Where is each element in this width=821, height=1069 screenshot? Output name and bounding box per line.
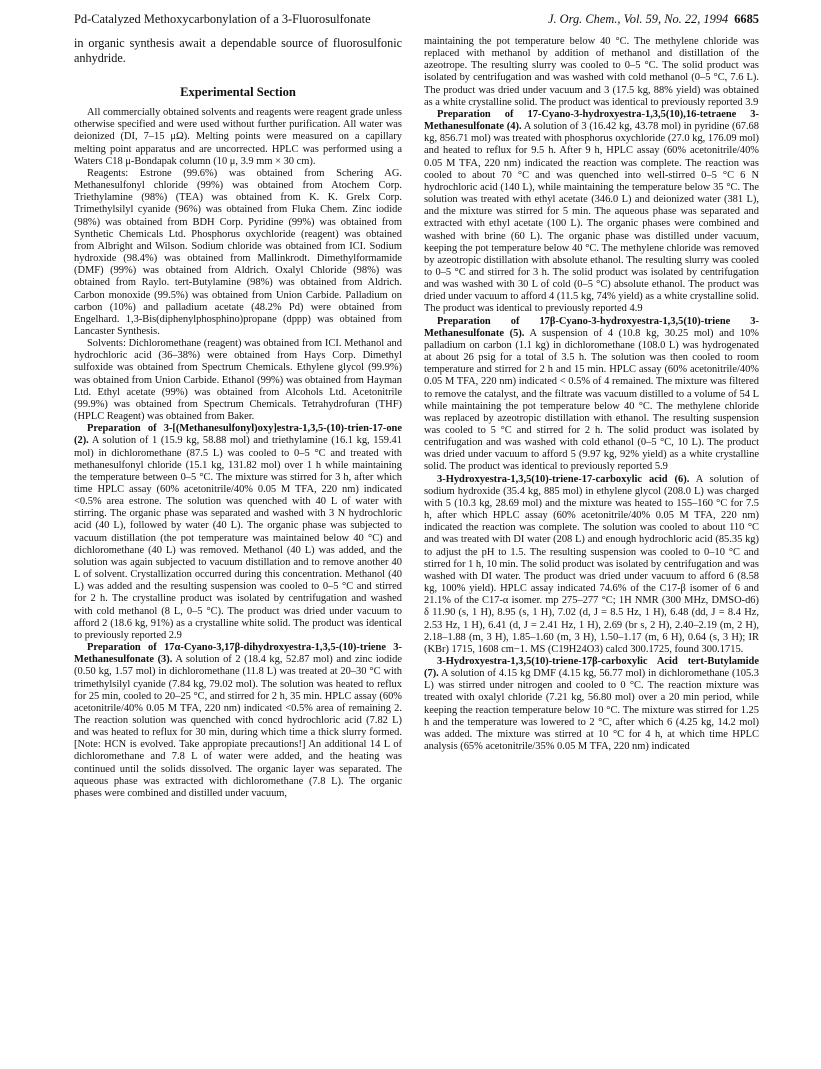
- subheading-prep-5: Preparation of 17β-Cyano-3-hydroxyestra-1,3,5(10)-triene 3-Methanesulfonate (5).: [424, 315, 759, 339]
- paragraph-prep-4: [424, 109, 759, 316]
- paragraph-prep-6: [424, 474, 759, 656]
- body-prep-7: A solution of 4.15 kg DMF (4.15 kg, 56.77 mol) in dichloromethane (105.3 L) was stirred under nitrogen and cooled to 0 °C. The reaction mixture was treated with oxalyl chloride (7.21 kg, 56.80 mol) over a 20 min period, while keeping the reaction temperature below 10 °C. The mixture was stirred for 1.25 h and the temperature was lowered to 2 °C, after which 6 (4.25 kg, 14.2 mol) was added. The mixture was stirred at 10 °C for 4 h, at which time HPLC analysis (65% acetonitrile/35% 0.05 M TFA, 220 nm) indicated: [424, 668, 759, 753]
- subheading-prep-6: 3-Hydroxyestra-1,3,5(10)-triene-17-carboxylic acid (6).: [437, 473, 690, 485]
- journal-citation: [548, 12, 759, 27]
- paragraph-prep-3: [74, 642, 402, 800]
- subheading-prep-7: 3-Hydroxyestra-1,3,5(10)-triene-17β-carboxylic Acid tert-Butylamide (7).: [424, 655, 759, 680]
- body-prep-5: A suspension of 4 (10.8 kg, 30.25 mol) and 10% palladium on carbon (1.1 kg) in dichloromethane (108.0 L) was hydrogenated at about 26 psig for a total of 3.5 h. The solution was then cooled to room temperature and stirred for 2 h and 15 min. HPLC assay (60% acetonitrile/40% 0.05 M TFA, 220 nm) indicated < 0.5% of 4 remained. The mixture was filtered to remove the catalyst, and the filtrate was vacuum distilled to a volume of 54 L while maintaining the pot temperature below 40 °C. The methylene chloride was replaced by azeotropic distillation with ethanol. The resulting suspension was cooled to 5 °C and stirred for 2 h. The solid product was isolated by centrifugation and was washed with cold ethanol (0–5 °C, 10 L). The product was dried under vacuum to afford 5 (9.97 kg, 92% yield) as a white crystalline solid. The product was identical to previously reported 5.9: [424, 327, 759, 473]
- subheading-prep-4: Preparation of 17-Cyano-3-hydroxyestra-1,3,5(10),16-tetraene 3-Methanesulfonate (4).: [424, 108, 759, 133]
- lead-paragraph: in organic synthesis await a dependable source of fluorosulfonic anhydride.: [74, 36, 402, 65]
- paragraph-general: All commercially obtained solvents and reagents were reagent grade unless otherwise specified and were used without further purification. All water was deionized (DI, 7–15 μΩ). Melting points were measured on a capillary melting point apparatus and are uncorrected. HPLC was performed using a Waters C18 μ-Bondapak column (10 μ, 3.9 mm × 30 cm).: [74, 107, 402, 167]
- body-prep-4: A solution of 3 (16.42 kg, 43.78 mol) in pyridine (67.68 kg, 856.71 mol) was treated with phosphorus oxychloride (27.0 kg, 176.09 mol) and heated to reflux for 9.5 h. After 9 h, HPLC assay (60% acetonitrile/40% 0.05 M TFA, 220 nm) indicated the reaction was complete. The reaction was cooled to about 70 °C and was quenched into well-stirred 0–5 °C 6 N hydrochloric acid (140 L), while maintaining the temperature below 35 °C. The solution was treated with ethyl acetate (346.0 L) and deionized water (381 L), and the mixture was stirred for 5 min. The aqueous phase was separated and extracted with ethyl acetate (100 L). The organic phases were combined and washed with brine (60 L). The organic phase was distilled under vacuum, keeping the pot temperature below 40 °C. The methylene chloride was removed by azeotropic distillation with absolute ethanol. The resulting slurry was cooled to 0–5 °C and stirred for 3 h. The solid product was isolated by centrifugation and was washed with 30 L of cold (0–5 °C) absolute ethanol. The product was dried under vacuum to afford 4 (11.5 kg, 74% yield) as a white crystalline solid. The product was identical to previously reported 4.9: [424, 121, 759, 315]
- journal-reference: J. Org. Chem., Vol. 59, No. 22, 1994: [547, 12, 729, 26]
- running-header: [74, 12, 759, 30]
- body-prep-3: A solution of 2 (18.4 kg, 52.87 mol) and zinc iodide (0.50 kg, 1.57 mol) in dichloromethane (11.8 L) was treated at 20–30 °C with trimethylsilyl cyanide (7.84 kg, 79.02 mol). The solution was heated to reflux for 25 min, cooled to 20–25 °C, and stirred for 2 h, 35 min. HPLC assay (60% acetonitrile/40% 0.05 M TFA, 220 nm) indicated <0.5% area of remaining 2. The reaction solution was quenched with concd hydrochloric acid (7.82 L) and was heated to reflux for 30 min, during which time a thick slurry formed. [Note: HCN is evolved. Take appropiate precautions!] An additional 14 L of dichloromethane and 7.8 L of water were added, and the heating was continued until the solids dissolved. The organic layer was separated. The aqueous phase was extracted with dichloromethane (7.8 L). The organic phases were combined and distilled under vacuum,: [74, 654, 402, 799]
- running-title: Pd-Catalyzed Methoxycarbonylation of a 3-Fluorosulfonate: [74, 12, 371, 26]
- page-number: 6685: [734, 12, 759, 26]
- paragraph-prep-2: [74, 423, 402, 642]
- left-column: [74, 36, 402, 1056]
- body-prep-6: A solution of sodium hydroxide (35.4 kg, 885 mol) in ethylene glycol (208.0 L) was charged with 5 (10.3 kg, 28.69 mol) and the mixture was heated to 155–160 °C for 7.5 h, after which HPLC assay (60% acetonitrile/40% 0.05 M TFA, 220 nm) indicated the reaction was complete. The solution was cooled to about 110 °C and was treated with DI water (208 L) and enough hydrochloric acid (85.35 kg) to adjust the pH to 1.5. The resulting suspension was cooled to 0–10 °C and stirred for 1 h, 10 min. The solid product was isolated by centrifugation and was washed with DI water. The product was dried under vacuum to afford 6 (8.58 kg, 100% yield). HPLC assay indicated 74.6% of the C17-β isomer of 6 and 21.1% of the C17-α isomer. mp 275–277 °C; 1H NMR (300 MHz, DMSO-d6) δ 11.90 (s, 1 H), 8.95 (s, 1 H), 7.02 (d, J = 8.5 Hz, 1 H), 6.48 (dd, J = 8.4 Hz, 2.53 Hz, 1 H), 6.41 (d, J = 2.41 Hz, 1 H), 2.69 (br s, 2 H), 2.40–2.19 (m, 2 H), 2.18–1.88 (m, 3 H), 1.85–1.60 (m, 3 H), 1.50–1.17 (m, 6 H), 0.64 (s, 3 H); IR (KBr) 1715, 1608 cm−1. MS (C19H24O3) calcd 300.1725, found 300.1715.: [424, 473, 759, 655]
- subheading-prep-3: Preparation of 17α-Cyano-3,17β-dihydroxyestra-1,3,5-(10)-triene 3-Methanesulfonate (3).: [74, 642, 402, 666]
- paragraph-prep-7: [424, 656, 759, 753]
- paragraph-reagents: Reagents: Estrone (99.6%) was obtained from Schering AG. Methanesulfonyl chloride (99%) was obtained from Atochem Corp. Triethylamine (98%) (TEA) was obtained from K. K. Grelx Corp. Trimethylsilyl cyanide (96%) was obtained from Fluka Chem. Zinc iodide (98%) was obtained from BDH Corp. Pyridine (99%) was obtained from Synthetic Chemicals Ltd. Phosphorus oxychloride (reagent) was obtained from Albright and Wilson. Sodium chloride was obtained from ICI. Sodium hydroxide (98.4%) was obtained from Mallinkrodt. Dimethylformamide (DMF) (99%) was obtained from Aldrich. Oxalyl Chloride (98%) was obtained from Raylo. tert-Butylamine (98%) was obtained from Aldrich. Carbon monoxide (99.5%) was obtained from Union Carbide. Palladium on carbon (10%) and palladium acetate (48.2% Pd) were obtained from Engelhard. 1,3-Bis(diphenylphosphino)propane (dppp) was obtained from Lancaster Synthesis.: [74, 167, 402, 337]
- right-column: [424, 36, 759, 1056]
- section-heading: Experimental Section: [180, 85, 296, 99]
- body-prep-2: A solution of 1 (15.9 kg, 58.88 mol) and triethylamine (16.1 kg, 159.41 mol) in dichloromethane (87.5 L) was cooled to 0–5 °C and treated with methanesulfonyl chloride (15.1 kg, 131.82 mol) over 1 h while maintaining the temperature between 0–5 °C. The mixture was stirred for 3 h, after which time HPLC assay (60% acetonitrile/40% 0.05 M TFA, 220 nm) indicated <0.5% area estrone. The solution was quenched with 40 L of water with stirring. The organic phase was separated and washed with 3 N hydrochloric acid (40 L), followed by water (40 L). The organic phase was subjected to vacuum distillation (the pot temperature was maintained below 40 °C) and dichloromethane (40 L) was removed. Methanol (40 L) was added, and the solution was again subjected to vacuum distillation and to remove another 40 L of solvent. Crystallization occurred during this concentration. Methanol (40 L) was added and the resulting suspension was cooled to 0–5 °C and stirred for 2 h. The crystalline product was isolated by centrifugation and washed with cold methanol (8 L, 0–5 °C). The product was dried under vacuum to afford 2 (18.6 kg, 91%) as a crystalline white solid. The product was identical to previously reported 2.9: [74, 435, 402, 641]
- paragraph-continuation: maintaining the pot temperature below 40 °C. The methylene chloride was replaced with methanol by addition of methanol and distillation of the azeotrope. The resulting slurry was cooled to 0–5 °C. The solid product was isolated by centrifugation and was washed with cold methanol (0–5 °C, 7.6 L). The product was dried under vacuum and 3 (17.5 kg, 88% yield) was obtained as a white crystalline solid. The product was identical to previously reported 3.9: [424, 36, 759, 108]
- paragraph-prep-5: [424, 316, 759, 474]
- subheading-prep-2: Preparation of 3-[(Methanesulfonyl)oxy]estra-1,3,5-(10)-trien-17-one (2).: [74, 423, 402, 447]
- paragraph-solvents: Solvents: Dichloromethane (reagent) was obtained from ICI. Methanol and hydrochloric acid (36–38%) were obtained from Hays Corp. Dimethyl sulfoxide was obtained from Spectrum Chemicals. Ethylene glycol (99.9%) was obtained from Union Carbide. Ethanol (99%) was obtained from Hayman Ltd. Ethyl acetate (99%) was obtained from Alcohols Ltd. Acetonitrile (99.9%) was obtained from Spectrum Chemicals. Tetrahydrofuran (THF) (HPLC Reagent) was obtained from Baker.: [74, 338, 402, 423]
